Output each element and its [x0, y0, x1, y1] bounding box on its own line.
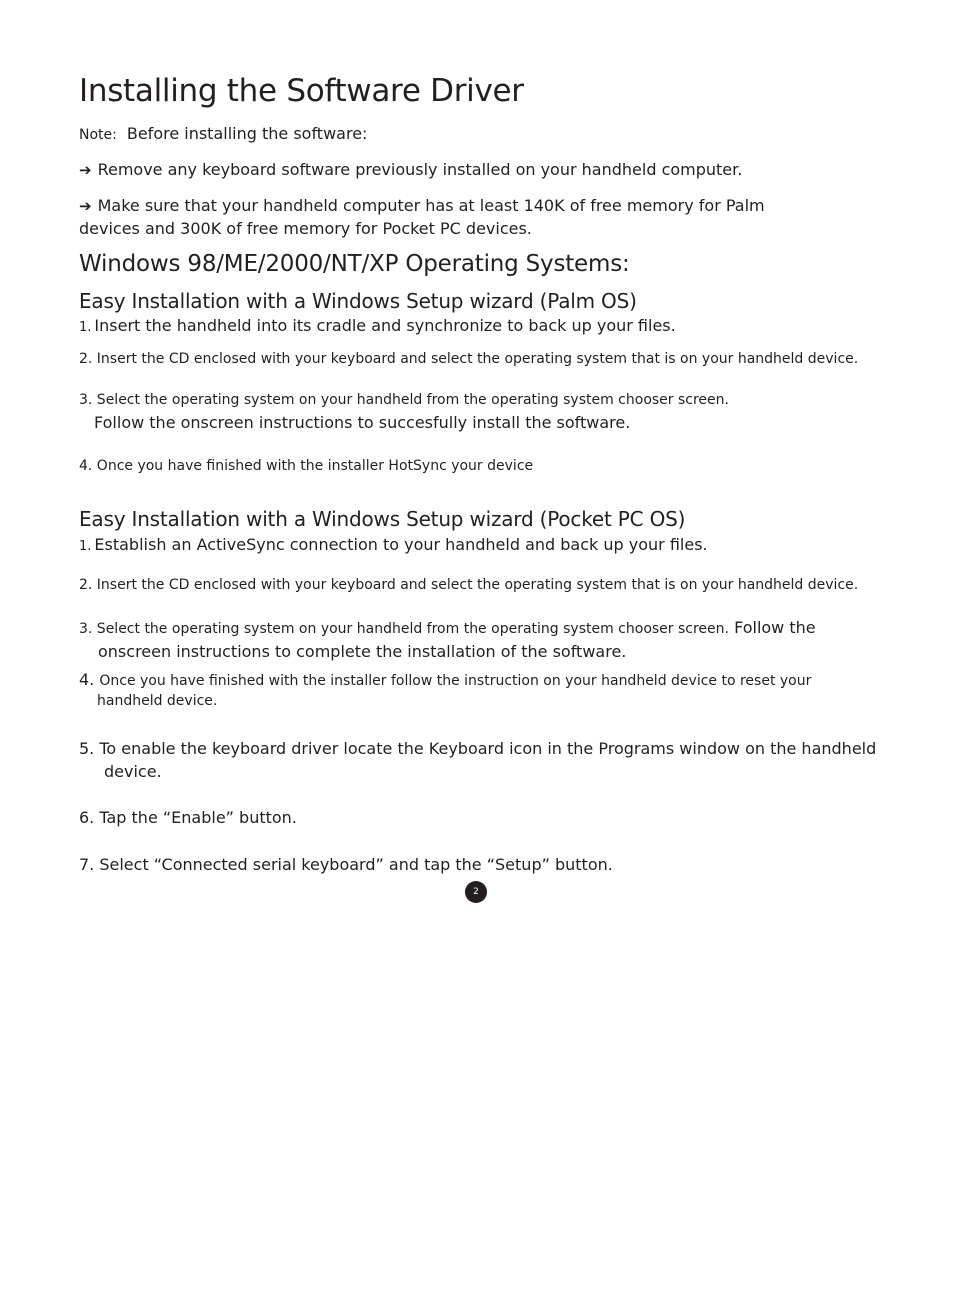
arrow-icon: ➔: [79, 161, 92, 179]
pocket-step-3: 3. Select the operating system on your handheld from the operating system chooser screen. Follow the: [79, 618, 816, 637]
palm-step-3-cont: Follow the onscreen instructions to succesfully install the software.: [94, 413, 631, 432]
palm-step-2: 2. Insert the CD enclosed with your keyboard and select the operating system that is on your handheld device.: [79, 351, 859, 367]
palm-step-1: 1. Insert the handheld into its cradle and synchronize to back up your files.: [79, 316, 676, 335]
palm-step-3: 3. Select the operating system on your handheld from the operating system chooser screen.: [79, 392, 729, 408]
note-bullet-2-cont: devices and 300K of free memory for Pocket PC devices.: [79, 219, 532, 238]
pocket-step-1: 1. Establish an ActiveSync connection to your handheld and back up your files.: [79, 535, 708, 554]
palm-heading: Easy Installation with a Windows Setup wizard (Palm OS): [79, 289, 637, 313]
page-title: Installing the Software Driver: [79, 73, 524, 109]
pocket-heading: Easy Installation with a Windows Setup wizard (Pocket PC OS): [79, 507, 686, 531]
page-number-badge: 2: [465, 881, 487, 903]
note-bullet-2: ➔ Make sure that your handheld computer has at least 140K of free memory for Palm: [79, 196, 765, 215]
pocket-step-4-cont: handheld device.: [97, 693, 218, 709]
pocket-step-4: 4. Once you have finished with the installer follow the instruction on your handheld device to reset your: [79, 670, 812, 689]
pocket-step-7: 7. Select “Connected serial keyboard” and tap the “Setup” button.: [79, 855, 613, 874]
arrow-icon: ➔: [79, 197, 92, 215]
note-line: [79, 122, 367, 147]
note-label: Note:: [79, 127, 117, 143]
pocket-step-3-cont: onscreen instructions to complete the installation of the software.: [98, 642, 627, 661]
note-bullet-1: ➔ Remove any keyboard software previously installed on your handheld computer.: [79, 160, 743, 179]
note-text: Before installing the software:: [126, 124, 368, 143]
palm-step-4: 4. Once you have finished with the installer HotSync your device: [79, 458, 534, 474]
os-heading: Windows 98/ME/2000/NT/XP Operating Systems:: [79, 251, 630, 277]
pocket-step-5: 5. To enable the keyboard driver locate the Keyboard icon in the Programs window on the handheld: [79, 739, 877, 758]
pocket-step-5-cont: device.: [104, 762, 162, 781]
pocket-step-2: 2. Insert the CD enclosed with your keyboard and select the operating system that is on your handheld device.: [79, 577, 859, 593]
pocket-step-6: 6. Tap the “Enable” button.: [79, 808, 297, 827]
